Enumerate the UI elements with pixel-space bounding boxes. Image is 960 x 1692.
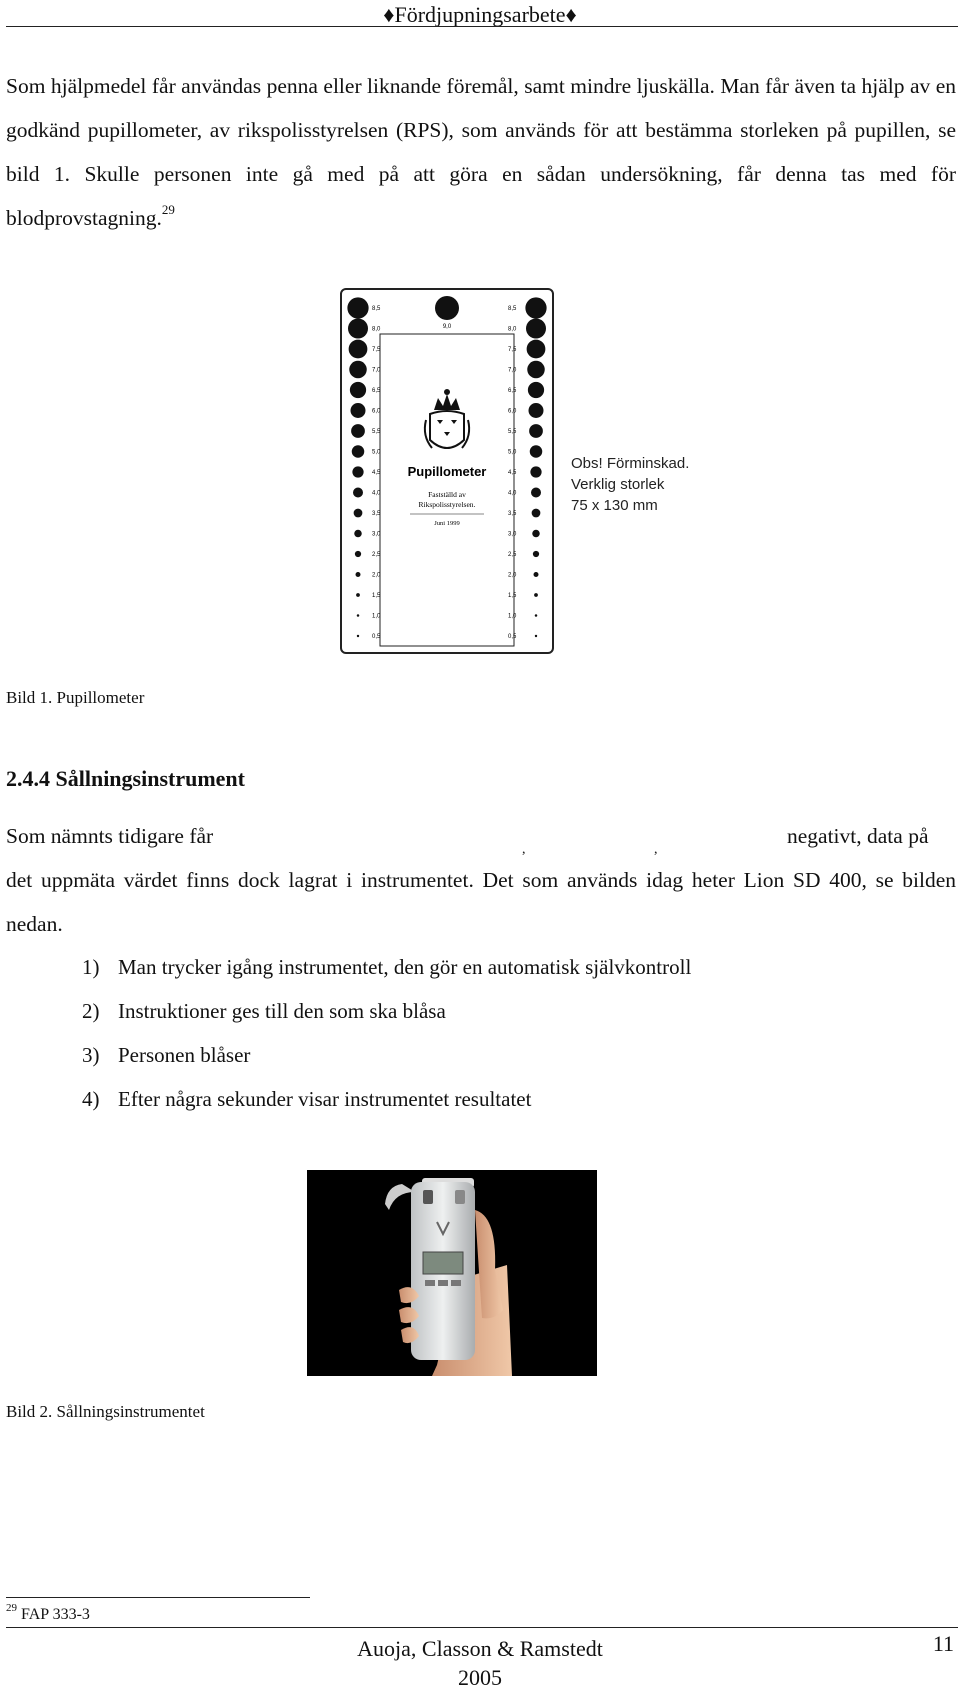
- figure2-caption: Bild 2. Sållningsinstrumentet: [6, 1402, 205, 1421]
- pupil-label-right: 0,5: [508, 634, 517, 640]
- footnote-reference: 29: [161, 202, 175, 217]
- pupil-dot-right: [532, 530, 540, 538]
- pupil-label-right: 8,0: [508, 326, 517, 333]
- pupil-dot-left: [351, 424, 365, 438]
- list-text: Efter några sekunder visar instrumentet resultatet: [118, 1087, 532, 1111]
- pupil-dot-top: [435, 296, 459, 320]
- pupil-dot-right: [528, 382, 544, 398]
- pupil-label-right: 6,5: [508, 388, 517, 394]
- pupil-label-right: 8,5: [508, 306, 517, 312]
- pupil-dot-left: [350, 382, 366, 398]
- pupil-label-right: 3,5: [508, 511, 517, 517]
- pupil-label-right: 3,0: [508, 531, 517, 538]
- pupil-label-right: 5,0: [508, 449, 517, 456]
- pupil-dot-right: [534, 572, 539, 577]
- pupillometer-subtitle-1: Fastställd av: [428, 490, 466, 499]
- pupil-dot-left: [354, 530, 362, 538]
- occlusion-box: [252, 758, 422, 798]
- page-header: ♦Fördjupningsarbete♦: [383, 2, 577, 27]
- pupil-dot-right: [534, 593, 538, 597]
- pupil-label-right: 7,5: [508, 347, 517, 353]
- pupil-label-left: 5,5: [372, 429, 381, 435]
- pupil-dot-right: [527, 361, 545, 379]
- section-paragraph-rest: det uppmäta värdet finns dock lagrat i instrumentet. Det som används idag heter Lion SD 400, se bilden nedan.: [6, 868, 956, 936]
- pupil-dot-right: [532, 509, 541, 518]
- pupil-label-right: 1,0: [508, 613, 517, 620]
- pupil-top-label: 9,0: [442, 324, 452, 330]
- pupil-label-left: 4,0: [372, 490, 381, 497]
- pupil-label-left: 8,0: [372, 326, 381, 333]
- occlusion-box-2: , ,: [260, 842, 780, 872]
- pupil-dot-left: [353, 488, 363, 498]
- figure1-caption: Bild 1. Pupillometer: [6, 688, 145, 707]
- pupil-label-left: 2,0: [372, 572, 381, 579]
- pupil-label-left: 6,5: [372, 388, 381, 394]
- pupil-label-right: 7,0: [508, 367, 517, 374]
- pupil-label-right: 2,0: [508, 572, 517, 579]
- header-rule: [6, 26, 958, 27]
- pupil-dot-right: [530, 445, 543, 458]
- breathalyzer-photo: [307, 1170, 597, 1376]
- list-item: [82, 955, 691, 980]
- pupil-label-left: 8,5: [372, 306, 381, 312]
- list-text: Personen blåser: [118, 1043, 251, 1067]
- pupil-label-right: 4,5: [508, 470, 517, 476]
- pupil-dot-right: [533, 551, 539, 557]
- pupil-dot-left: [357, 614, 360, 617]
- pupil-dot-left: [349, 361, 367, 379]
- pupil-label-right: 4,0: [508, 490, 517, 497]
- footer-rule: [6, 1627, 958, 1628]
- list-item: [82, 999, 446, 1024]
- pupil-dot-left: [347, 297, 368, 318]
- pupil-dot-right: [531, 488, 541, 498]
- pupil-label-left: 7,0: [372, 367, 381, 374]
- mouthpiece: [385, 1184, 415, 1210]
- section-heading: 2.4.4 Sållningsinstrument: [6, 766, 245, 791]
- size-note-line-1: Obs! Förminskad.: [571, 455, 690, 472]
- pupil-label-left: 5,0: [372, 449, 381, 456]
- pupil-label-left: 1,5: [372, 593, 381, 599]
- list-text: Instruktioner ges till den som ska blåsa: [118, 999, 446, 1023]
- list-item: [82, 1087, 531, 1112]
- list-item: [82, 1043, 250, 1068]
- footer-year: 2005: [458, 1665, 502, 1690]
- section-line-1-end: negativt, data på: [787, 824, 929, 848]
- list-text: Man trycker igång instrumentet, den gör en automatisk självkontroll: [118, 955, 692, 979]
- left-scale-column: [347, 297, 381, 640]
- footnote-rule: [6, 1597, 310, 1598]
- pupil-label-left: 6,0: [372, 408, 381, 415]
- pupil-dot-left: [356, 593, 360, 597]
- breathalyzer-illustration: [307, 1170, 597, 1376]
- pupil-label-left: 0,5: [372, 634, 381, 640]
- footnote-text: FAP 333-3: [21, 1606, 90, 1623]
- pupil-dot-left: [355, 551, 361, 557]
- pupil-dot-right: [529, 424, 543, 438]
- pupillometer-subtitle-2: Rikspolisstyrelsen.: [418, 500, 476, 509]
- pupil-label-left: 1,0: [372, 613, 381, 620]
- pupil-dot-left: [352, 466, 363, 477]
- list-number: 3): [82, 1043, 100, 1067]
- pupil-dot-right: [535, 635, 537, 637]
- pupil-label-left: 3,0: [372, 531, 381, 538]
- pupil-dot-right: [535, 614, 538, 617]
- pupil-label-left: 7,5: [372, 347, 381, 353]
- intro-paragraph: [6, 64, 956, 240]
- pupil-label-right: 6,0: [508, 408, 517, 415]
- pupil-dot-right: [526, 319, 546, 339]
- pupil-dot-left: [356, 572, 361, 577]
- pupil-dot-left: [357, 635, 359, 637]
- crown-emblem-icon: [425, 389, 469, 448]
- pupillometer-graphic: [342, 290, 552, 652]
- pupil-label-left: 3,5: [372, 511, 381, 517]
- pupil-dot-right: [525, 297, 546, 318]
- pupil-label-left: 4,5: [372, 470, 381, 476]
- pupil-label-right: 5,5: [508, 429, 517, 435]
- pupil-label-right: 1,5: [508, 593, 517, 599]
- list-number: 2): [82, 999, 100, 1023]
- pupil-dot-right: [529, 403, 544, 418]
- pupil-label-left: 2,5: [372, 552, 381, 558]
- page-footer: [0, 1634, 960, 1692]
- footnote-number: 29: [6, 1602, 17, 1614]
- size-note-line-3: 75 x 130 mm: [571, 497, 658, 514]
- list-number: 4): [82, 1087, 100, 1111]
- footnote: [6, 1602, 90, 1624]
- pupillometer-title: Pupillometer: [407, 464, 487, 479]
- size-note: [571, 453, 689, 516]
- pupil-dot-right: [527, 340, 546, 359]
- pupil-dot-left: [349, 340, 368, 359]
- pupillometer-date: Juni 1999: [434, 520, 460, 527]
- intro-paragraph-text: Som hjälpmedel får användas penna eller liknande föremål, samt mindre ljuskälla. Man får även ta hjälp av en godkänd pupillometer, av rikspolisstyrelsen (RPS), som används för att bestämma storleken på pupillen, se bild 1. Skulle personen inte gå med på att göra en sådan undersökning, får denna tas med för blodprovstagning.: [6, 74, 956, 230]
- pupil-dot-right: [530, 466, 541, 477]
- pupil-dot-left: [354, 509, 363, 518]
- list-number: 1): [82, 955, 100, 979]
- pupil-dot-left: [352, 445, 365, 458]
- pupil-dot-left: [351, 403, 366, 418]
- pupil-dot-left: [348, 319, 368, 339]
- section-line-1-start: Som nämnts tidigare får: [6, 824, 214, 848]
- pupillometer-card: [340, 288, 554, 654]
- device-display: [423, 1252, 463, 1274]
- size-note-line-2: Verklig storlek: [571, 476, 665, 493]
- footer-authors: Auoja, Classon & Ramstedt: [357, 1636, 603, 1661]
- page-number: 11: [932, 1631, 954, 1656]
- pupil-label-right: 2,5: [508, 552, 517, 558]
